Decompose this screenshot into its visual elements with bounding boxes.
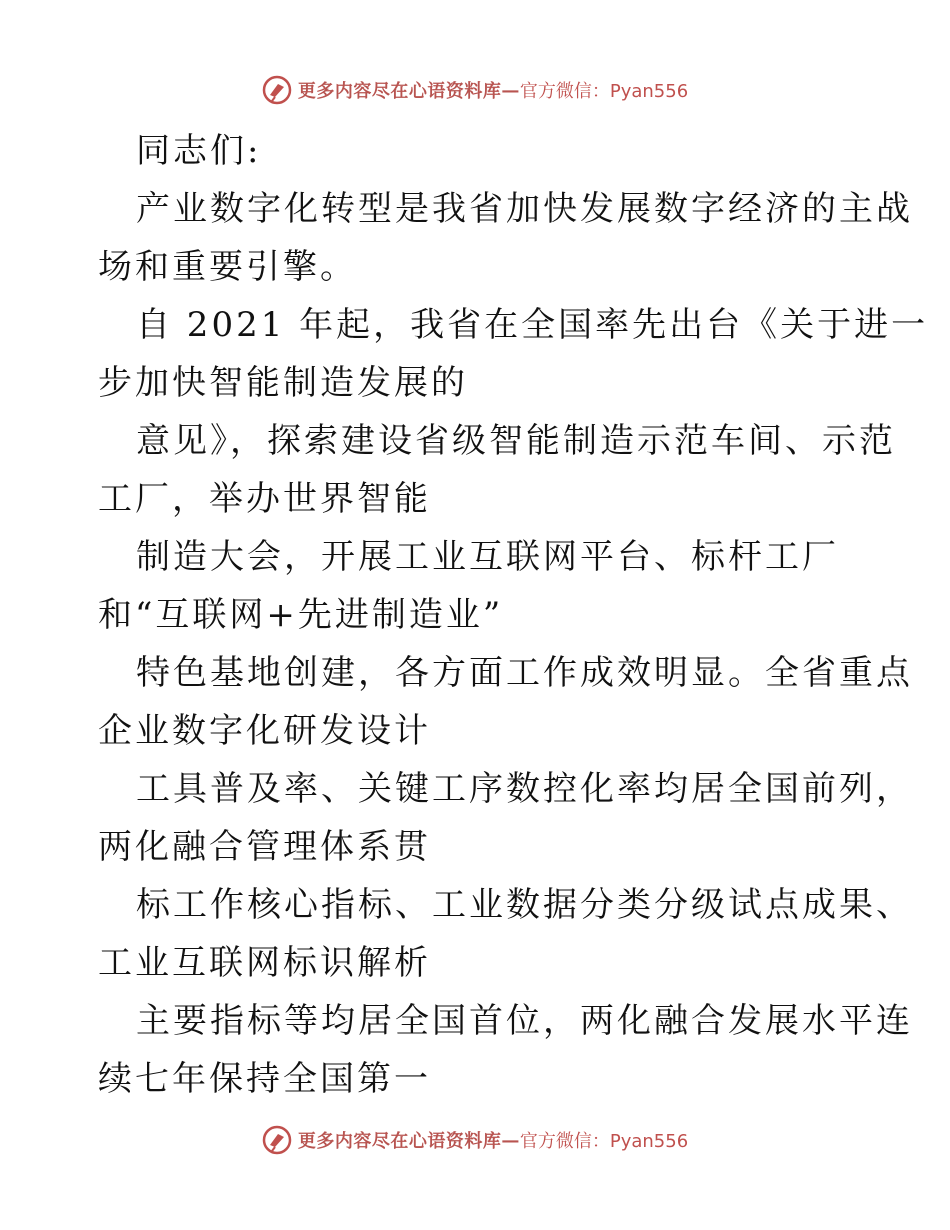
paragraph-line: 企业数字化研发设计 <box>98 711 431 751</box>
paragraph-line: 工具普及率、关键工序数控化率均居全国前列， <box>136 769 913 809</box>
footer-watermark-banner <box>0 1120 950 1160</box>
paragraph-line: 步加快智能制造发展的 <box>98 363 468 403</box>
paragraph-line: 和“互联网+先进制造业” <box>98 595 504 635</box>
paragraph-line: 意见》，探索建设省级智能制造示范车间、示范 <box>136 421 896 461</box>
paragraph-line: 场和重要引擎。 <box>98 247 357 287</box>
paragraph-line: 标工作核心指标、工业数据分类分级试点成果、 <box>136 885 913 925</box>
header-dash: — <box>501 79 520 101</box>
salutation-line: 同志们: <box>136 131 262 171</box>
footer-wechat-text: 官方微信：Pyan556 <box>519 1131 689 1152</box>
document-body <box>98 122 929 1108</box>
paragraph-line: 主要指标等均居全国首位，两化融合发展水平连 <box>136 1001 913 1041</box>
header-site-text: 更多内容尽在心语资料库 <box>297 81 502 102</box>
footer-site-text: 更多内容尽在心语资料库 <box>297 1131 502 1152</box>
paragraph-line: 自 2021 年起，我省在全国率先出台《关于进一 <box>136 305 929 345</box>
paragraph-line: 续七年保持全国第一 <box>98 1059 431 1099</box>
header-watermark-banner <box>0 70 950 110</box>
paragraph-line: 工业互联网标识解析 <box>98 943 431 983</box>
paragraph-line: 两化融合管理体系贯 <box>98 827 431 867</box>
paragraph-line: 特色基地创建，各方面工作成效明显。全省重点 <box>136 653 913 693</box>
footer-dash: — <box>501 1129 520 1151</box>
header-wechat-text: 官方微信：Pyan556 <box>519 81 689 102</box>
logo-icon <box>262 75 292 105</box>
logo-icon <box>262 1125 292 1155</box>
paragraph-line: 制造大会，开展工业互联网平台、标杆工厂 <box>136 537 839 577</box>
paragraph-line: 工厂，举办世界智能 <box>98 479 431 519</box>
paragraph-line: 产业数字化转型是我省加快发展数字经济的主战 <box>136 189 913 229</box>
